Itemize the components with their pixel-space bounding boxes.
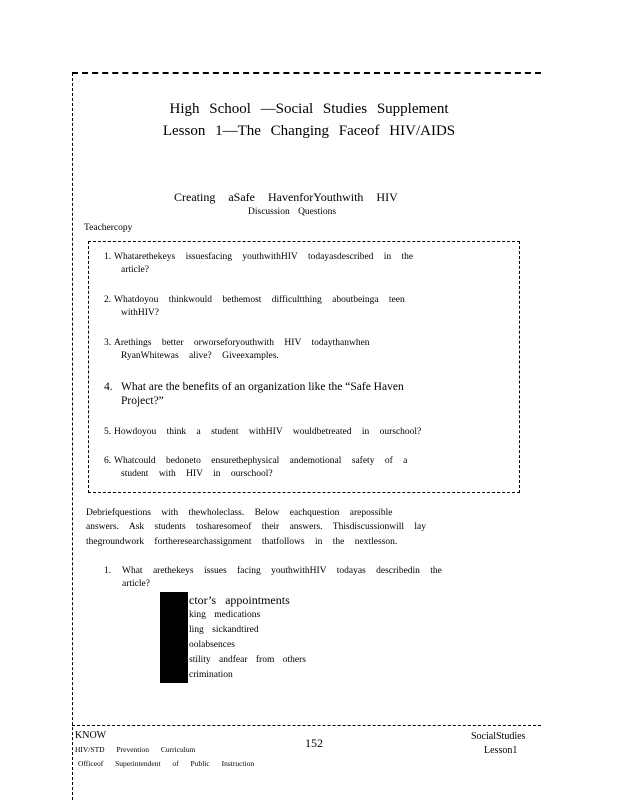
teacher-copy-label: Teachercopy (84, 223, 133, 233)
lesson-title: Lesson 1—The Changing Faceof HIV/AIDS (162, 123, 456, 139)
question-number: 3. (104, 338, 112, 348)
answer-item: ling sickandtired (189, 625, 259, 635)
footer-curriculum: HIV/STD Prevention Curriculum (75, 745, 196, 754)
footer-know: KNOW (75, 730, 107, 741)
answer-item: oolabsences (189, 640, 235, 650)
question-text: Howdoyou think a student withHIV wouldbetreated in ourschool? (114, 427, 422, 437)
question-item (104, 294, 464, 320)
debrief-line: answers. Ask students tosharesomeof their answers. Thisdiscussionwill lay (86, 522, 426, 532)
answer-item: ctor’s appointments (189, 593, 290, 607)
answer-item: crimination (189, 670, 233, 680)
question-item (104, 455, 464, 481)
question-number: 4. (104, 381, 113, 393)
question-text-cont: RyanWhitewas alive? Giveexamples. (121, 351, 279, 361)
answer-item: stility andfear from others (189, 655, 306, 665)
top-border (72, 72, 541, 74)
answer-question (104, 565, 484, 591)
footer-border (72, 725, 541, 726)
question-item (104, 251, 464, 277)
question-text: Whatcould bedoneto ensurethephysical andemotional safety of a (114, 456, 408, 466)
question-number: 1. (104, 566, 112, 576)
debrief-line: Debriefquestions with thewholeclass. Below eachquestion arepossible (86, 508, 393, 518)
question-text-cont: article? (121, 265, 149, 275)
question-text: Whatarethekeys issuesfacing youthwithHIV todayasdescribed in the (114, 252, 414, 262)
question-text-cont: withHIV? (121, 308, 159, 318)
footer-office: Officeof Superintendent of Public Instruction (78, 759, 255, 768)
question-text: Arethings better orworseforyouthwith HIV todaythanwhen (114, 338, 370, 348)
question-number: 5. (104, 427, 112, 437)
question-text: Whatdoyou thinkwould bethemost difficultthing aboutbeinga teen (114, 295, 405, 305)
question-text-cont: Project?” (121, 395, 164, 407)
footer-subject: SocialStudies (471, 731, 526, 742)
question-text: What are the benefits of an organization like the “Safe Haven (121, 381, 404, 393)
question-text: What arethekeys issues facing youthwithHIV todayas describedin the (122, 566, 442, 576)
left-border (72, 73, 73, 800)
question-number: 2. (104, 295, 112, 305)
page-number: 152 (305, 736, 323, 750)
question-item (104, 337, 464, 363)
page-title: High School —Social Studies Supplement (169, 101, 449, 117)
answer-item: king medications (189, 610, 261, 620)
footer-lesson: Lesson1 (484, 745, 518, 756)
section-subtitle: Discussion Questions (248, 207, 337, 217)
question-text-cont: student with HIV in ourschool? (121, 469, 273, 479)
section-title: Creating aSafe HavenforYouthwith HIV (174, 190, 398, 204)
question-item (104, 426, 464, 439)
debrief-line: thegroundwork fortheresearchassignment thatfollows in the nextlesson. (86, 537, 398, 547)
question-number: 6. (104, 456, 112, 466)
question-number: 1. (104, 252, 112, 262)
question-item (104, 380, 464, 408)
redaction-block (160, 592, 188, 683)
question-text-cont: article? (122, 579, 150, 589)
